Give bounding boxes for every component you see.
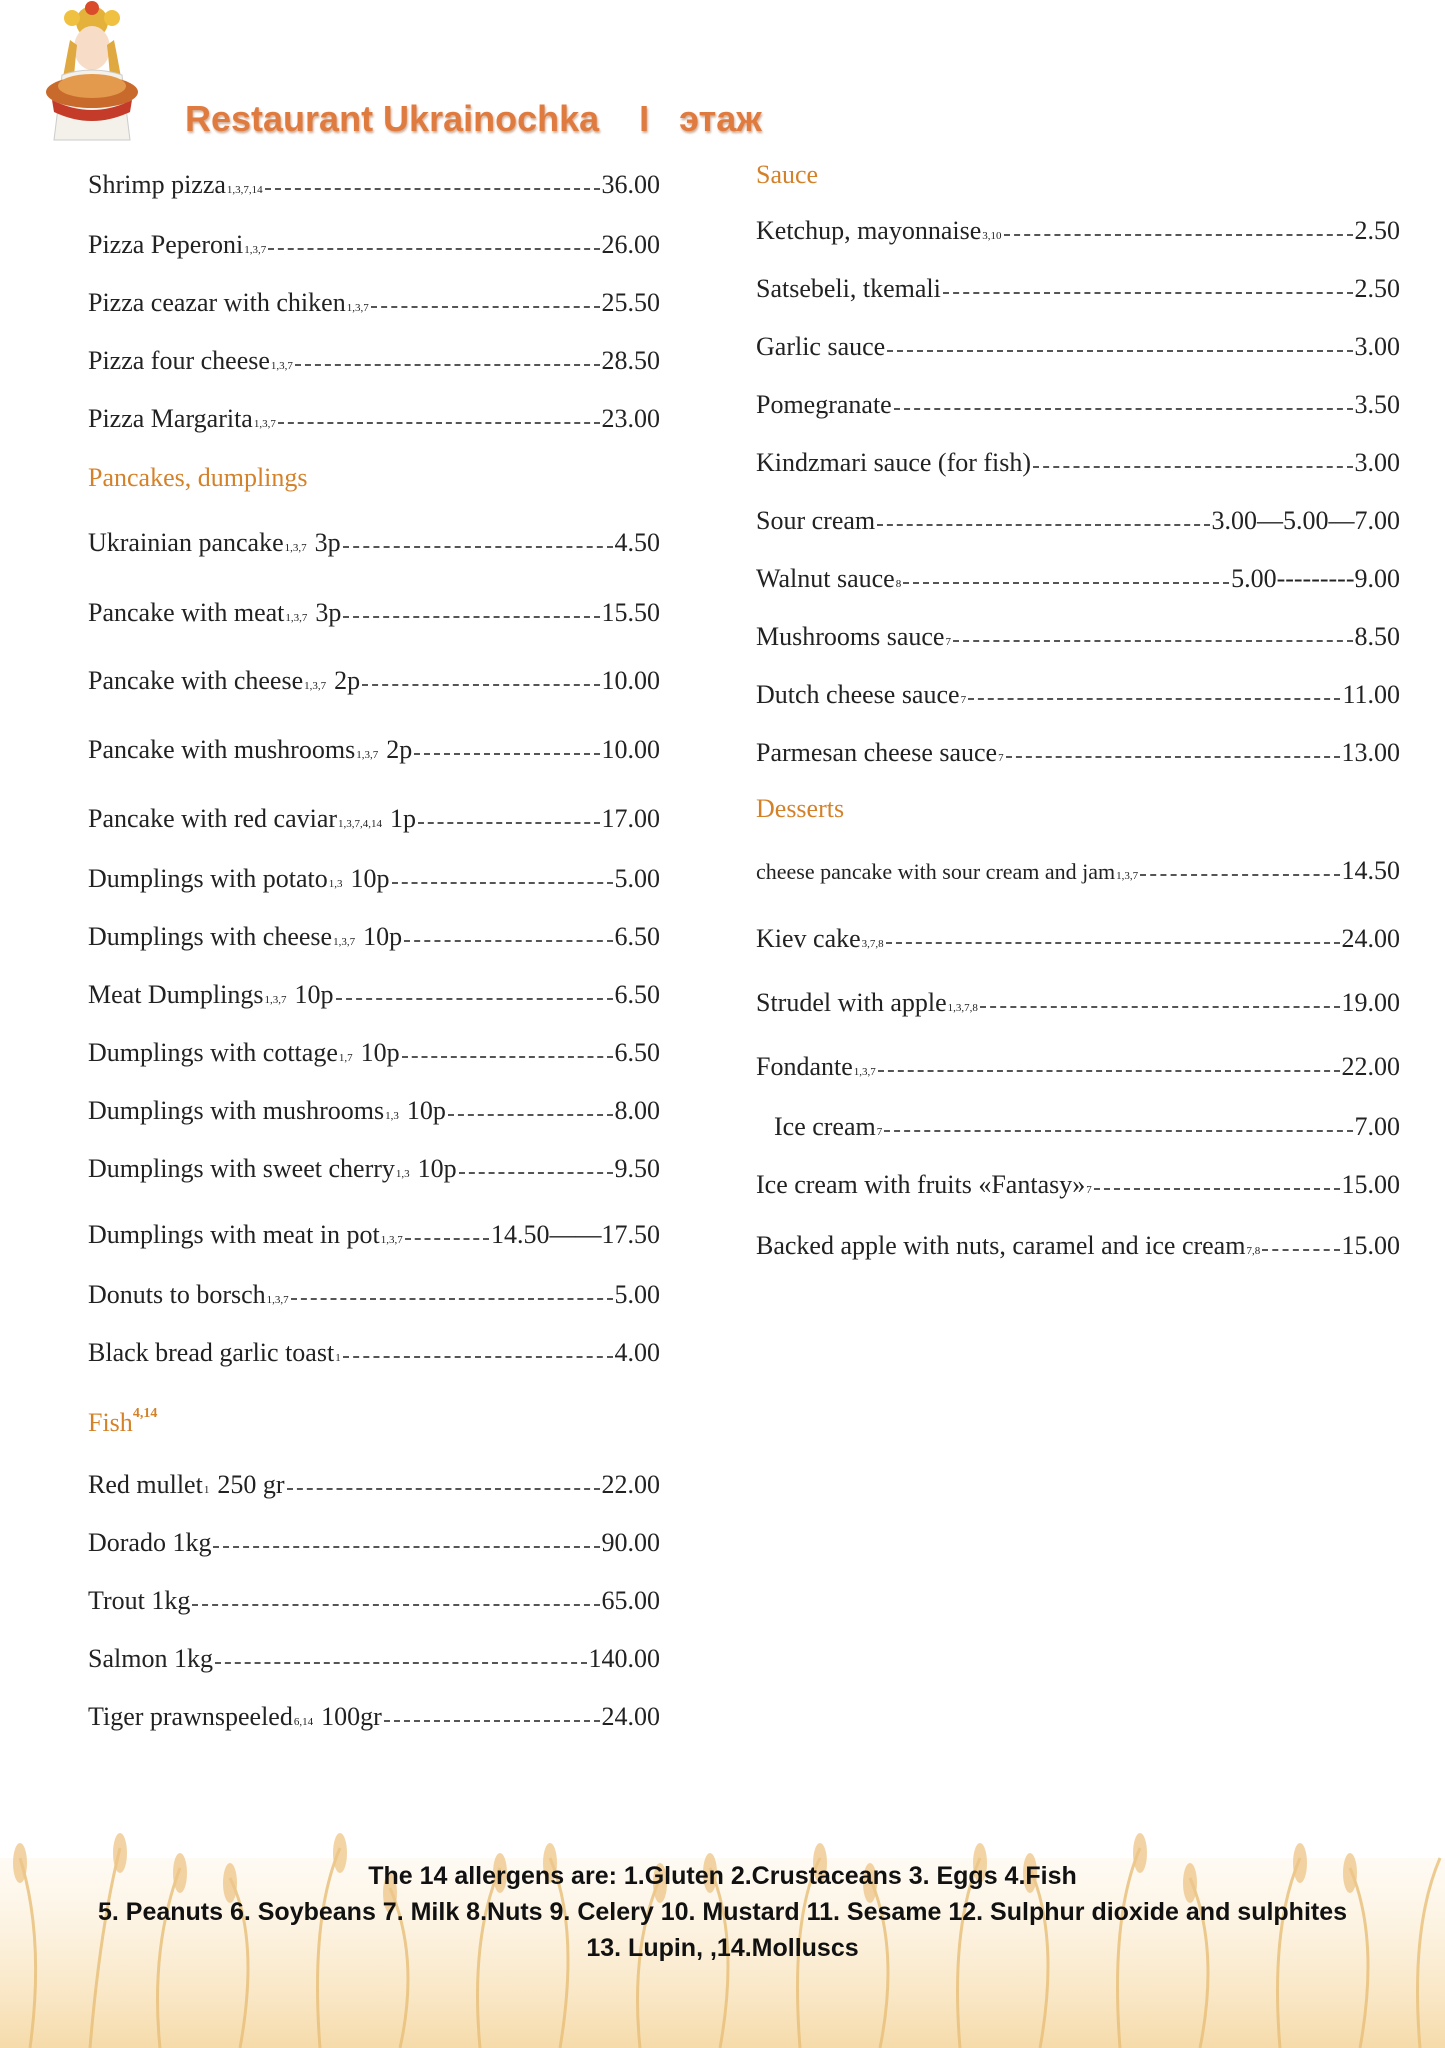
- menu-item-row: Pancake with red caviar 1,3,7,4,14 1p 17.00: [88, 804, 660, 833]
- item-price: 140.00: [588, 1644, 660, 1673]
- item-price: 26.00: [601, 230, 660, 259]
- section-title: Pancakes, dumplings: [88, 463, 308, 492]
- item-name: Pizza four cheese: [88, 346, 270, 375]
- dotted-leader: [1004, 234, 1353, 236]
- dotted-leader: [343, 1356, 613, 1358]
- section-title: Fish$^{4,14}$: [88, 1406, 158, 1437]
- allergens-line-3: 13. Lupin, ,14.Molluscs: [586, 1934, 859, 1962]
- item-name: Ice cream: [774, 1112, 876, 1141]
- dotted-leader: [414, 753, 599, 755]
- item-price: 2.50: [1354, 216, 1400, 245]
- menu-item-row: Mushrooms sauce 7 8.50: [756, 622, 1400, 651]
- menu-item-row: Parmesan cheese sauce 7 13.00: [756, 738, 1400, 767]
- item-price: 14.50——17.50: [491, 1220, 660, 1249]
- item-portion: 10p: [360, 1038, 400, 1067]
- menu-item-row: [756, 334, 1400, 360]
- item-price: 17.00: [601, 804, 660, 833]
- item-name: Ketchup, mayonnaise: [756, 216, 982, 245]
- menu-item-row: Dumplings with potato 1,3 10p 5.00: [88, 864, 660, 893]
- dotted-leader: [1006, 756, 1340, 758]
- item-price: 9.50: [614, 1154, 660, 1183]
- menu-item-row: Ukrainian pancake 1,3,7 3p 4.50: [88, 528, 660, 557]
- item-price: 6.50: [614, 922, 660, 951]
- dotted-leader: [878, 1070, 1340, 1072]
- item-name: Kiev cake: [756, 924, 861, 953]
- item-price: 11.00: [1342, 680, 1400, 709]
- dotted-leader: [392, 882, 613, 884]
- item-portion: 3p: [314, 528, 341, 557]
- item-name: Ice cream with fruits «Fantasy»: [756, 1170, 1086, 1199]
- item-name: Pancake with red caviar: [88, 804, 338, 833]
- dotted-leader: [903, 582, 1229, 584]
- item-price: 15.50: [601, 598, 660, 627]
- item-price: 8.50: [1354, 622, 1400, 651]
- item-price: 24.00: [601, 1702, 660, 1731]
- item-name: Trout 1kg: [88, 1586, 191, 1615]
- dotted-leader: [362, 684, 599, 686]
- menu-item-row: Pancake with mushrooms 1,3,7 2p 10.00: [88, 735, 660, 764]
- item-price: 28.50: [601, 346, 660, 375]
- item-price: 15.00: [1341, 1170, 1400, 1199]
- dotted-leader: [336, 998, 613, 1000]
- dotted-leader: [295, 364, 600, 366]
- item-name: Pancake with meat: [88, 598, 285, 627]
- item-name: Dutch cheese sauce: [756, 680, 960, 709]
- item-price: 10.00: [601, 735, 660, 764]
- item-name: Pancake with mushrooms: [88, 735, 356, 764]
- menu-item-row: Tiger prawnspeeled 6,14 100gr 24.00: [88, 1702, 660, 1731]
- item-portion: 1p: [390, 804, 417, 833]
- item-name: Dumplings with potato: [88, 864, 328, 893]
- item-name: Donuts to borsch: [88, 1280, 266, 1309]
- menu-item-row: [88, 1530, 660, 1556]
- item-name: Dumplings with meat in pot: [88, 1220, 380, 1249]
- item-name: Dumplings with cheese: [88, 922, 333, 951]
- item-price: 13.00: [1341, 738, 1400, 767]
- item-name: Dorado 1kg: [88, 1528, 212, 1557]
- menu-item-row: Ketchup, mayonnaise 3,10 2.50: [756, 216, 1400, 245]
- menu-item-row: Ice cream 7 7.00: [774, 1112, 1400, 1141]
- menu-item-row: Dumplings with cottage 1,7 10p 6.50: [88, 1038, 660, 1067]
- dotted-leader: [1033, 466, 1352, 468]
- item-price: 3.00: [1354, 332, 1400, 361]
- dotted-leader: [404, 940, 612, 942]
- menu-item-row: Pizza four cheese 1,3,7 28.50: [88, 346, 660, 375]
- menu-item-row: Meat Dumplings 1,3,7 10p 6.50: [88, 980, 660, 1009]
- dotted-leader: [448, 1114, 613, 1116]
- item-portion: 2p: [386, 735, 413, 764]
- dotted-leader: [887, 350, 1352, 352]
- item-portion: 10p: [350, 864, 390, 893]
- item-price: 22.00: [1341, 1052, 1400, 1081]
- dotted-leader: [343, 546, 613, 548]
- menu-item-row: Pizza ceazar with chiken 1,3,7 25.50: [88, 288, 660, 317]
- item-price: 8.00: [614, 1096, 660, 1125]
- page-title: Restaurant Ukrainochka I этаж: [185, 98, 762, 139]
- item-name: Satsebeli, tkemali: [756, 274, 941, 303]
- item-name: Dumplings with mushrooms: [88, 1096, 385, 1125]
- menu-item-row: Pizza Peperoni 1,3,7 26.00: [88, 230, 660, 259]
- dotted-leader: [287, 1488, 600, 1490]
- dotted-leader: [877, 524, 1209, 526]
- menu-item-row: Black bread garlic toast 1 4.00: [88, 1338, 660, 1367]
- dotted-leader: [459, 1172, 613, 1174]
- dotted-leader: [343, 616, 599, 618]
- menu-item-row: [756, 508, 1400, 534]
- item-portion: 100gr: [321, 1702, 382, 1731]
- dotted-leader: [968, 698, 1340, 700]
- item-price: 2.50: [1354, 274, 1400, 303]
- item-name: Dumplings with cottage: [88, 1038, 338, 1067]
- menu-item-row: Walnut sauce 8 5.00---------9.00: [756, 564, 1400, 593]
- item-name: Pizza Margarita: [88, 404, 253, 433]
- menu-item-row: Fondante 1,3,7 22.00: [756, 1052, 1400, 1081]
- dotted-leader: [265, 188, 600, 190]
- dotted-leader: [886, 942, 1340, 944]
- dotted-leader: [384, 1720, 600, 1722]
- menu-item-row: [88, 1646, 660, 1672]
- dotted-leader: [192, 1604, 599, 1606]
- item-name: Fondante: [756, 1052, 853, 1081]
- dotted-leader: [402, 1056, 613, 1058]
- menu-item-row: [756, 450, 1400, 476]
- item-price: 24.00: [1341, 924, 1400, 953]
- item-name: Tiger prawnspeeled: [88, 1702, 293, 1731]
- item-price: 7.00: [1354, 1112, 1400, 1141]
- item-price: 23.00: [601, 404, 660, 433]
- menu-item-row: Shrimp pizza 1,3,7,14 36.00: [88, 170, 660, 199]
- item-portion: 2p: [334, 666, 361, 695]
- dotted-leader: [894, 408, 1353, 410]
- item-name: Mushrooms sauce: [756, 622, 945, 651]
- dotted-leader: [291, 1298, 613, 1300]
- dotted-leader: [405, 1238, 489, 1240]
- menu-item-row: Strudel with apple 1,3,7,8 19.00: [756, 988, 1400, 1017]
- item-price: 22.00: [601, 1470, 660, 1499]
- menu-item-row: Pancake with cheese 1,3,7 2p 10.00: [88, 666, 660, 695]
- item-portion: 10p: [417, 1154, 457, 1183]
- item-price: 3.50: [1354, 390, 1400, 419]
- dotted-leader: [371, 306, 600, 308]
- menu-item-row: [88, 1588, 660, 1614]
- dotted-leader: [1094, 1188, 1340, 1190]
- item-name: Pizza Peperoni: [88, 230, 244, 259]
- item-name: cheese pancake with sour cream and jam: [756, 859, 1116, 884]
- item-price: 4.50: [614, 528, 660, 557]
- item-price: 5.00: [614, 1280, 660, 1309]
- item-name: Pizza ceazar with chiken: [88, 288, 346, 317]
- menu-item-row: [756, 276, 1400, 302]
- allergens-legend: [0, 1858, 1445, 1966]
- menu-item-row: Kiev cake 3,7,8 24.00: [756, 924, 1400, 953]
- menu-item-row: Dumplings with sweet cherry 1,3 10p 9.50: [88, 1154, 660, 1183]
- item-name: Shrimp pizza: [88, 170, 226, 199]
- item-price: 25.50: [601, 288, 660, 317]
- allergens-line-1: The 14 allergens are: 1.Gluten 2.Crustaceans 3. Eggs 4.Fish: [368, 1862, 1077, 1890]
- menu-item-row: Backed apple with nuts, caramel and ice cream 7,8 15.00: [756, 1231, 1400, 1260]
- section-title: Desserts: [756, 794, 845, 823]
- item-name: Meat Dumplings: [88, 980, 264, 1009]
- menu-item-row: Pizza Margarita 1,3,7 23.00: [88, 404, 660, 433]
- item-price: 5.00---------9.00: [1231, 564, 1400, 593]
- item-price: 36.00: [601, 170, 660, 199]
- menu-item-row: Dutch cheese sauce 7 11.00: [756, 680, 1400, 709]
- dotted-leader: [215, 1662, 587, 1664]
- item-name: Sour cream: [756, 506, 876, 535]
- allergens-line-2: 5. Peanuts 6. Soybeans 7. Milk 8.Nuts 9. Celery 10. Mustard 11. Sesame 12. Sulphur dioxide and sulphites: [97, 1898, 1348, 1926]
- menu-item-row: Dumplings with meat in pot 1,3,7 14.50——17.50: [88, 1220, 660, 1249]
- item-name: Salmon 1kg: [88, 1644, 213, 1673]
- dotted-leader: [1140, 874, 1339, 876]
- item-name: Pomegranate: [756, 390, 892, 419]
- item-portion: 10p: [363, 922, 403, 951]
- dotted-leader: [418, 822, 599, 824]
- item-price: 90.00: [601, 1528, 660, 1557]
- menu-item-row: Dumplings with cheese 1,3,7 10p 6.50: [88, 922, 660, 951]
- menu-item-row: Donuts to borsch 1,3,7 5.00: [88, 1280, 660, 1309]
- section-title: Sauce: [756, 160, 819, 189]
- section-allergen-codes: 4,14: [132, 1406, 158, 1421]
- item-name: Kindzmari sauce (for fish): [756, 448, 1032, 477]
- item-price: 3.00—5.00—7.00: [1211, 506, 1400, 535]
- item-name: Ukrainian pancake: [88, 528, 284, 557]
- item-name: Parmesan cheese sauce: [756, 738, 998, 767]
- item-price: 65.00: [601, 1586, 660, 1615]
- restaurant-logo-image: [22, 0, 152, 150]
- item-name: Red mullet: [88, 1470, 203, 1499]
- item-price: 19.00: [1341, 988, 1400, 1017]
- item-portion: 3p: [315, 598, 342, 627]
- dotted-leader: [278, 422, 600, 424]
- item-name: Walnut sauce: [756, 564, 895, 593]
- dotted-leader: [213, 1546, 599, 1548]
- item-price: 14.50: [1341, 856, 1400, 885]
- item-price: 6.50: [614, 980, 660, 1009]
- dotted-leader: [268, 248, 599, 250]
- item-price: 15.00: [1341, 1231, 1400, 1260]
- item-name: Strudel with apple: [756, 988, 947, 1017]
- menu-item-row: Dumplings with mushrooms 1,3 10p 8.00: [88, 1096, 660, 1125]
- menu-item-row: Pancake with meat 1,3,7 3p 15.50: [88, 598, 660, 627]
- item-price: 10.00: [601, 666, 660, 695]
- dotted-leader: [884, 1130, 1352, 1132]
- item-portion: 10p: [406, 1096, 446, 1125]
- item-price: 4.00: [614, 1338, 660, 1367]
- item-name: Black bread garlic toast: [88, 1338, 335, 1367]
- menu-item-row: cheese pancake with sour cream and jam 1,3,7 14.50: [756, 856, 1400, 885]
- menu-item-row: [756, 392, 1400, 418]
- dotted-leader: [943, 292, 1353, 294]
- item-name: Backed apple with nuts, caramel and ice cream: [756, 1231, 1246, 1260]
- item-name: Pancake with cheese: [88, 666, 304, 695]
- item-price: 6.50: [614, 1038, 660, 1067]
- dotted-leader: [953, 640, 1353, 642]
- dotted-leader: [1262, 1249, 1339, 1251]
- menu-item-row: Red mullet 1 250 gr 22.00: [88, 1470, 660, 1499]
- dotted-leader: [980, 1006, 1340, 1008]
- item-name: Dumplings with sweet cherry: [88, 1154, 395, 1183]
- item-name: Garlic sauce: [756, 332, 886, 361]
- menu-item-row: Ice cream with fruits «Fantasy» 7 15.00: [756, 1170, 1400, 1199]
- item-portion: 10p: [294, 980, 334, 1009]
- item-price: 3.00: [1354, 448, 1400, 477]
- item-price: 5.00: [614, 864, 660, 893]
- item-portion: 250 gr: [217, 1470, 285, 1499]
